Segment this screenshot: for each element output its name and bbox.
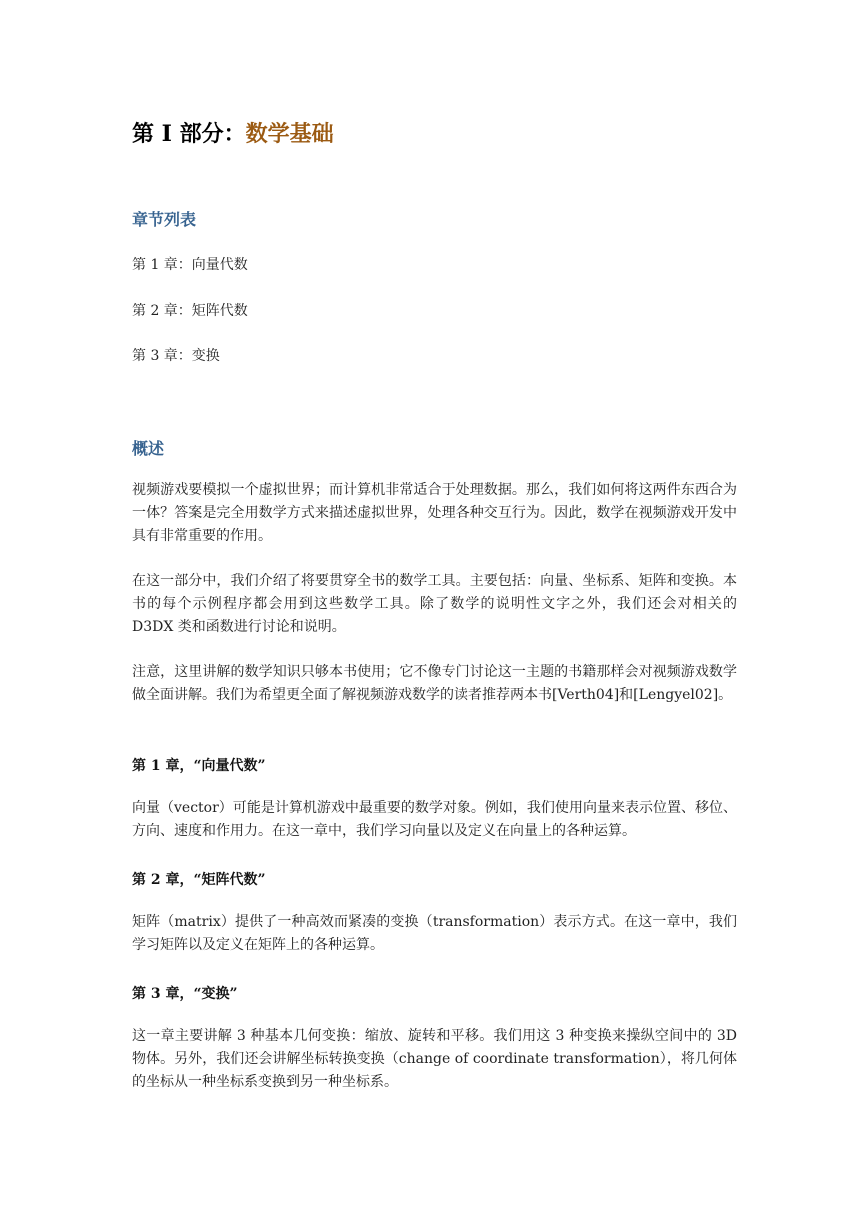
toc-heading: 章节列表 [132, 210, 197, 229]
overview-paragraph-2: 在这一部分中，我们介绍了将要贯穿全书的数学工具。主要包括：向量、坐标系、矩阵和变换。本书的每个示例程序都会用到这些数学工具。除了数学的说明性文字之外，我们还会对相关的 D3DX 类和函数进行讨论和说明。 [132, 573, 737, 635]
chapter-2-heading: 第 2 章，“矩阵代数” [132, 872, 266, 888]
toc-item-chapter-1: 第 1 章：向量代数 [132, 257, 248, 273]
chapter-3-heading: 第 3 章，“变换” [132, 986, 238, 1002]
chapter-1-summary: 向量（vector）可能是计算机游戏中最重要的数学对象。例如，我们使用向量来表示位置、移位、方向、速度和作用力。在这一章中，我们学习向量以及定义在向量上的各种运算。 [132, 800, 737, 839]
overview-paragraph-3: 注意，这里讲解的数学知识只够本书使用；它不像专门讨论这一主题的书籍那样会对视频游戏数学做全面讲解。我们为希望更全面了解视频游戏数学的读者推荐两本书[Verth04]和[Lengyel02]。 [132, 664, 737, 703]
part-title [132, 117, 334, 148]
overview-heading: 概述 [132, 439, 165, 458]
overview-paragraph-1: 视频游戏要模拟一个虚拟世界；而计算机非常适合于处理数据。那么，我们如何将这两件东西合为一体？答案是完全用数学方式来描述虚拟世界，处理各种交互行为。因此，数学在视频游戏开发中具有非常重要的作用。 [132, 482, 737, 544]
part-title-accent: 数学基础 [245, 121, 334, 147]
part-title-prefix: 第 I 部分： [132, 121, 246, 147]
chapter-1-heading: 第 1 章，“向量代数” [132, 758, 266, 774]
chapter-3-summary: 这一章主要讲解 3 种基本几何变换：缩放、旋转和平移。我们用这 3 种变换来操纵空间中的 3D 物体。另外，我们还会讲解坐标转换变换（change of coordinate transformation），将几何体的坐标从一种坐标系变换到另一种坐标系。 [132, 1028, 737, 1090]
toc-item-chapter-3: 第 3 章：变换 [132, 348, 220, 364]
chapter-2-summary: 矩阵（matrix）提供了一种高效而紧凑的变换（transformation）表示方式。在这一章中，我们学习矩阵以及定义在矩阵上的各种运算。 [132, 914, 737, 953]
toc-item-chapter-2: 第 2 章：矩阵代数 [132, 303, 248, 319]
